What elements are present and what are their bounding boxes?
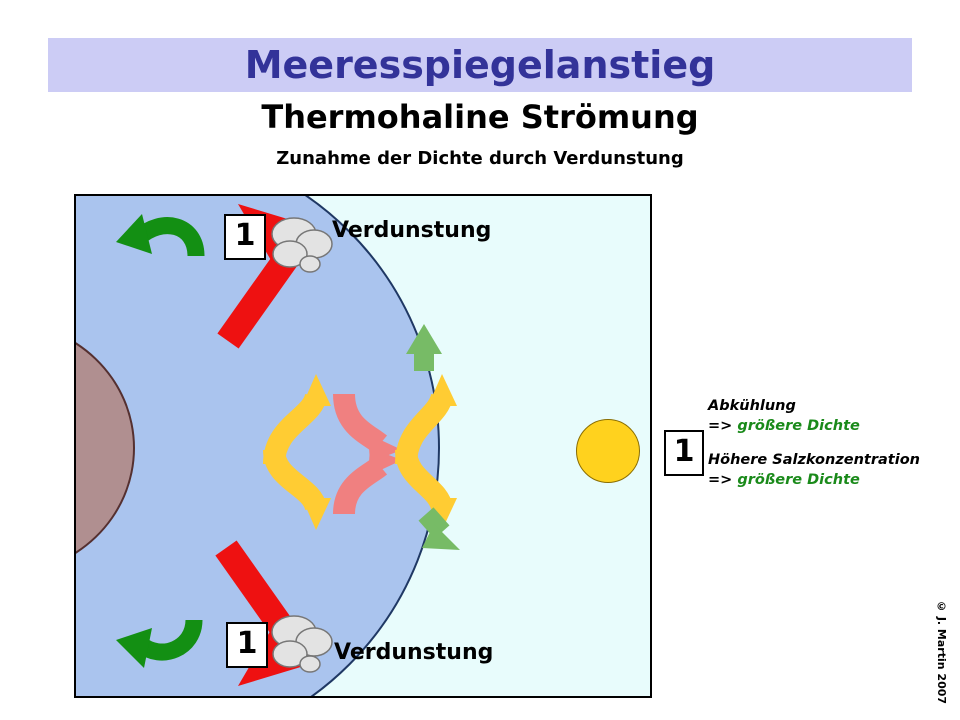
subtitle-main: Thermohaline Strömung [261, 98, 699, 136]
callout-number-top: 1 [224, 214, 266, 260]
green-arrow-down-right [422, 514, 460, 550]
cooling-consequence-text: größere Dichte [737, 418, 860, 434]
sun-icon [576, 419, 640, 483]
green-curved-arrow-bottom [116, 620, 194, 668]
yellow-arrow-lower-left [274, 450, 331, 530]
salinity-consequence-text: größere Dichte [737, 472, 860, 488]
evaporation-label-bottom: Verdunstung [334, 640, 494, 665]
cooling-consequence [708, 416, 956, 436]
annotation-block [708, 396, 956, 490]
green-curved-arrow-top [116, 214, 196, 256]
cloud-icon-top [272, 218, 332, 272]
cloud-icon-bottom [272, 616, 332, 672]
diagram-frame [74, 194, 652, 698]
arrows-layer [76, 196, 650, 696]
subtitle-secondary: Zunahme der Dichte durch Verdunstung [276, 148, 684, 169]
salinity-consequence [708, 470, 956, 490]
cooling-label: Abkühlung [708, 398, 796, 414]
annotation-spacer [708, 436, 956, 450]
green-arrow-up-right [406, 324, 442, 371]
cooling-arrow-prefix: => [708, 418, 738, 434]
evaporation-label-top: Verdunstung [332, 218, 492, 243]
salinity-arrow-prefix: => [708, 472, 738, 488]
salinity-label: Höhere Salzkonzentration [708, 452, 920, 468]
callout-number-bottom: 1 [226, 622, 268, 668]
callout-number-right: 1 [664, 430, 704, 476]
page-title: Meeresspiegelanstieg [244, 43, 716, 87]
copyright-notice: © J. Martin 2007 [935, 600, 948, 705]
salmon-arrow-lower [344, 448, 402, 514]
